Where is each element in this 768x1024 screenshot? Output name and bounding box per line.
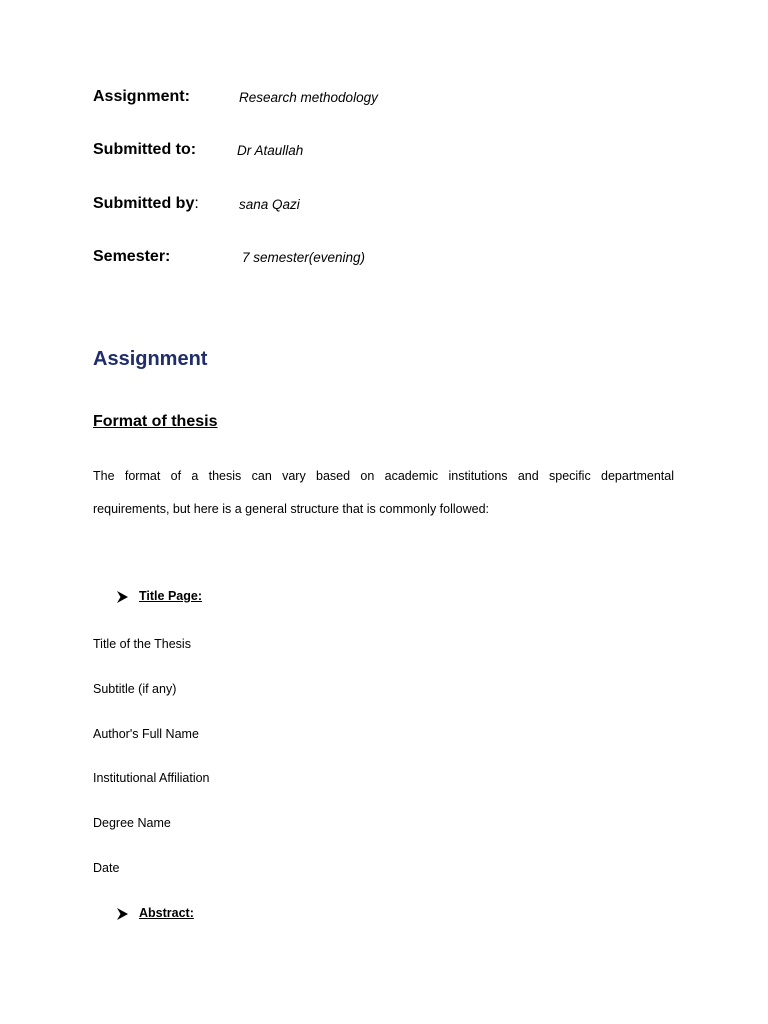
- meta-row-assignment: [93, 88, 693, 110]
- arrowhead-bullet-icon: [116, 907, 129, 921]
- meta-label-assignment: Assignment:: [93, 88, 190, 105]
- list-item: Date: [93, 861, 120, 875]
- intro-line-2: requirements, but here is a general structure that is commonly followed:: [93, 501, 490, 516]
- meta-label-submitted-to: Submitted to:: [93, 141, 197, 158]
- meta-row-submitted-to: [93, 141, 693, 163]
- meta-value-submitted-to: Dr Ataullah: [237, 143, 304, 158]
- list-item: Title of the Thesis: [93, 637, 191, 651]
- bullet-abstract: [116, 906, 416, 924]
- bullet-abstract-label: Abstract:: [139, 906, 194, 920]
- meta-label-semester: Semester:: [93, 248, 171, 265]
- meta-value-submitted-by: sana Qazi: [239, 197, 300, 212]
- meta-label-submitted-by: [93, 195, 199, 213]
- meta-label-submitted-by-colon: :: [194, 195, 199, 212]
- meta-value-assignment: Research methodology: [239, 90, 378, 105]
- arrowhead-bullet-icon: [116, 590, 129, 604]
- meta-label-submitted-by-text: Submitted by: [93, 195, 195, 212]
- meta-row-semester: [93, 248, 693, 270]
- intro-paragraph: [93, 460, 674, 525]
- assignment-heading: Assignment: [93, 348, 208, 370]
- format-of-thesis-heading: Format of thesis: [93, 413, 218, 430]
- list-item: Author's Full Name: [93, 727, 199, 741]
- list-item: Institutional Affiliation: [93, 771, 210, 785]
- bullet-title-page-label: Title Page:: [139, 589, 202, 603]
- list-item: Subtitle (if any): [93, 682, 177, 696]
- list-item: Degree Name: [93, 816, 171, 830]
- meta-row-submitted-by: [93, 195, 693, 217]
- intro-line-1: The format of a thesis can vary based on academic institutions and specific departmental: [93, 469, 674, 483]
- bullet-title-page: [116, 589, 416, 607]
- meta-value-semester: 7 semester(evening): [242, 250, 366, 265]
